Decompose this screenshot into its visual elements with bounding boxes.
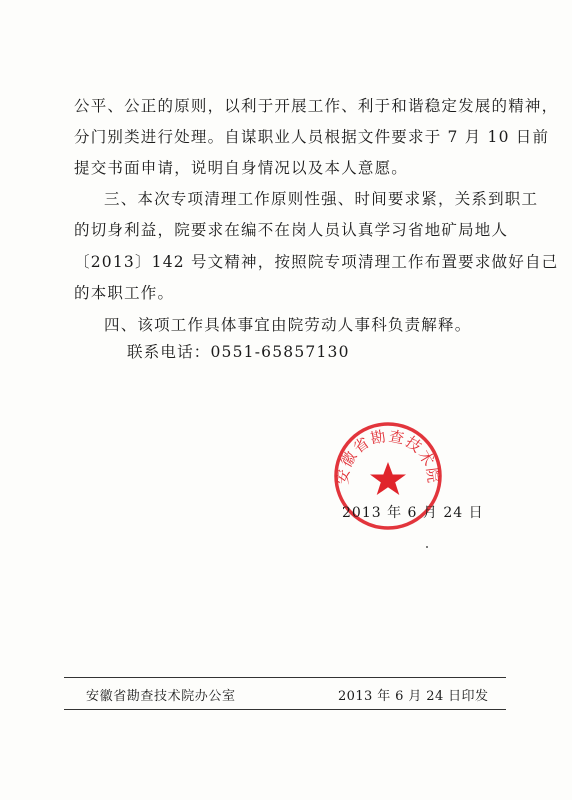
footer-issuer: 安徽省勘查技术院办公室: [86, 689, 236, 704]
body-line-4: 三、本次专项清理工作原则性强、时间要求紧，关系到职工: [104, 190, 539, 208]
star-icon: [370, 462, 406, 495]
body-line-2: 分门别类进行处理。自谋职业人员根据文件要求于 7 月 10 日前: [74, 128, 550, 146]
footer-issue-date: 2013 年 6 月 24 日印发: [338, 689, 489, 704]
seal-text: 安徽省勘查技术院: [333, 426, 443, 486]
body-line-3: 提交书面申请，说明自身情况以及本人意愿。: [74, 159, 409, 177]
body-line-1: 公平、公正的原则，以利于开展工作、利于和谐稳定发展的精神，: [74, 97, 559, 115]
body-line-7: 的本职工作。: [74, 284, 175, 302]
speck: [426, 546, 428, 548]
body-line-8: 四、该项工作具体事宜由院劳动人事科负责解释。: [104, 316, 472, 334]
body-line-6: 〔2013〕142 号文精神，按照院专项清理工作布置要求做好自己: [74, 253, 559, 271]
footer-bottom-rule: [64, 709, 506, 710]
signature-date: 2013 年 6 月 24 日: [342, 505, 484, 521]
body-line-5: 的切身利益，院要求在编不在岗人员认真学习省地矿局地人: [74, 221, 509, 239]
contact-phone: 联系电话：0551-65857130: [127, 343, 350, 361]
footer-top-rule: [64, 677, 506, 678]
